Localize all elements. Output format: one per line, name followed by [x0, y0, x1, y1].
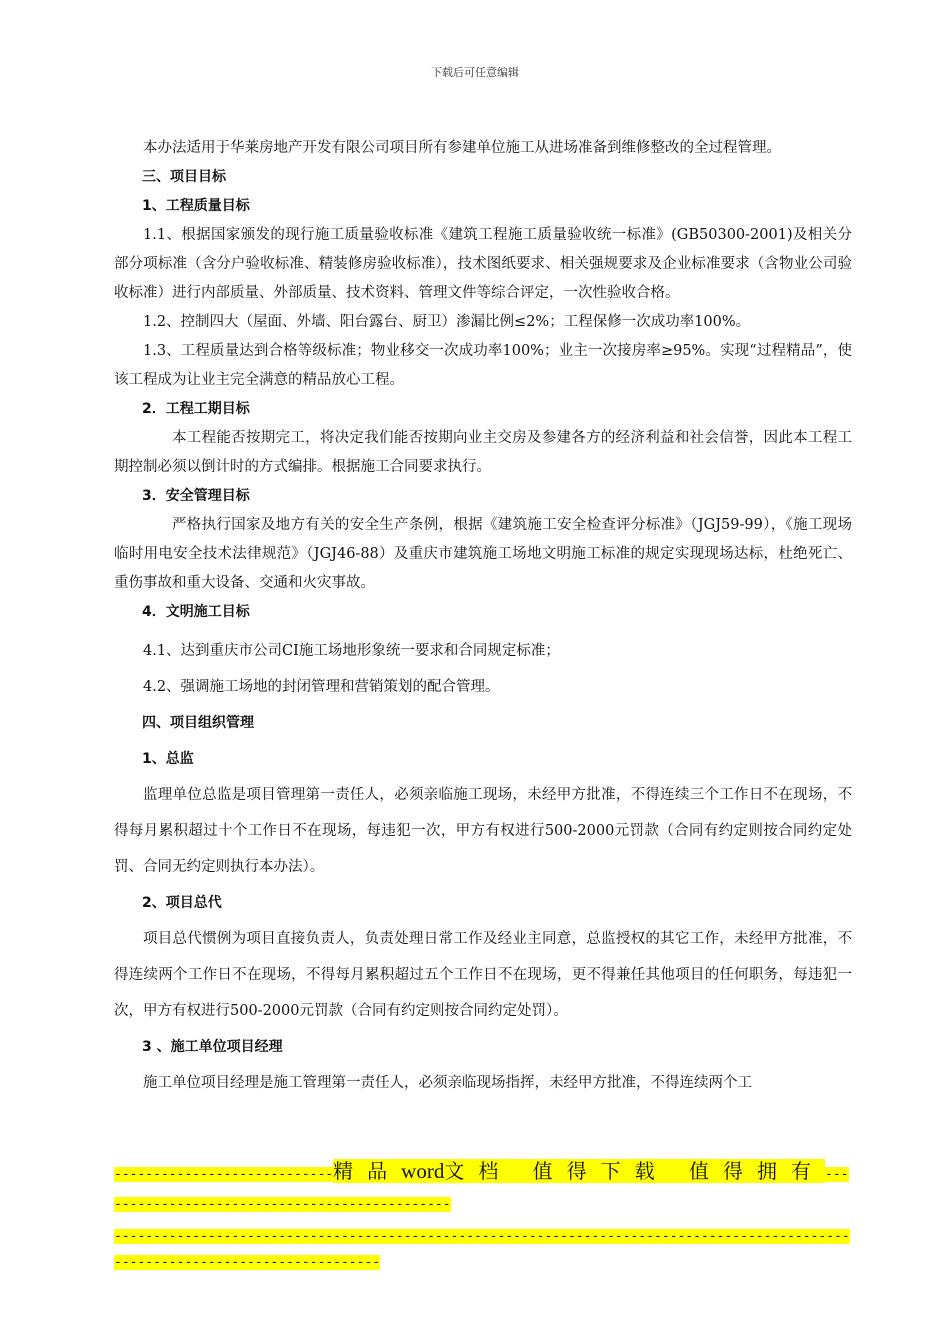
section-heading-organization: 四、项目组织管理: [142, 715, 254, 731]
quality-item-1-2: 1.2、控制四大（屋面、外墙、阳台露台、厨卫）渗漏比例≤2%；工程保修一次成功率100%。: [143, 314, 751, 330]
promo-footer: [114, 1158, 852, 1274]
safety-paragraph: 严格执行国家及地方有关的安全生产条例，根据《建筑施工安全检查评分标准》（JGJ59-99），《施工现场临时用电安全技术法律规范》（JGJ46-88）及重庆市建筑施工场地文明施工标准的规定实现现场达标，杜绝死亡、重伤事故和重大设备、交通和火灾事故。: [114, 517, 852, 591]
project-representative-paragraph: 项目总代惯例为项目直接负责人，负责处理日常工作及经业主同意，总监授权的其它工作，未经甲方批准，不得连续两个工作日不在现场，不得每月累积超过五个工作日不在现场，更不得兼任其他项目的任何职务，每违犯一次，甲方有权进行500-2000元罚款（合同有约定则按合同约定处罚）。: [114, 931, 852, 1019]
subheading-project-representative: 2、项目总代: [142, 895, 222, 911]
subheading-chief-supervisor: 1、总监: [142, 751, 194, 767]
promo-dashes-a: ----------------------------: [114, 1167, 334, 1182]
quality-item-1-1: 1.1、根据国家颁发的现行施工质量验收标准《建筑工程施工质量验收统一标准》(GB50300-2001)及相关分部分项标准（含分户验收标准、精装修房验收标准），技术图纸要求、相关强规要求及企业标准要求（含物业公司验收标准）进行内部质量、外部质量、技术资料、管理文件等综合评定，一次性验收合格。: [114, 227, 852, 301]
subheading-civilized-construction-goal: 4．文明施工目标: [142, 604, 250, 620]
schedule-paragraph: 本工程能否按期完工，将决定我们能否按期向业主交房及参建各方的经济利益和社会信誉，因此本工程工期控制必须以倒计时的方式编排。根据施工合同要求执行。: [114, 430, 852, 475]
promo-word: word: [401, 1159, 445, 1183]
subheading-schedule-goal: 2．工程工期目标: [142, 401, 250, 417]
promo-line-1: [114, 1158, 852, 1218]
intro-paragraph: 本办法适用于华莱房地产开发有限公司项目所有参建单位施工从进场准备到维修整改的全过程管理。: [143, 140, 781, 156]
quality-item-1-3: 1.3、工程质量达到合格等级标准；物业移交一次成功率100%；业主一次接房率≥95%。实现“过程精品”，使该工程成为让业主完全满意的精品放心工程。: [114, 343, 852, 388]
document-body: [114, 134, 852, 1101]
promo-text-a: 精品: [333, 1159, 402, 1183]
page-header-note: 下载后可任意编辑: [431, 66, 519, 79]
promo-dashes-b: ----------------------------------------------: [114, 1167, 849, 1212]
subheading-quality-goal: 1、工程质量目标: [142, 198, 250, 214]
promo-text-b: 文档 值得下载 值得拥有: [444, 1159, 826, 1183]
section-heading-project-goals: 三、项目目标: [142, 169, 226, 185]
civilized-item-4-1: 4.1、达到重庆市公司CI施工场地形象统一要求和合同规定标准；: [143, 643, 560, 659]
promo-line-2: [114, 1222, 852, 1274]
chief-supervisor-paragraph: 监理单位总监是项目管理第一责任人，必须亲临施工现场，未经甲方批准，不得连续三个工作日不在现场，不得每月累积超过十个工作日不在现场，每违犯一次，甲方有权进行500-2000元罚款（合同有约定则按合同约定处罚、合同无约定则执行本办法）。: [114, 787, 852, 875]
subheading-safety-goal: 3．安全管理目标: [142, 488, 250, 504]
civilized-item-4-2: 4.2、强调施工场地的封闭管理和营销策划的配合管理。: [143, 679, 500, 695]
construction-manager-paragraph: 施工单位项目经理是施工管理第一责任人，必须亲临现场指挥，未经甲方批准，不得连续两个工: [143, 1075, 752, 1091]
promo-dashes-c: --------------------------------------------------------------------------------------------------------------------------------: [114, 1229, 850, 1270]
subheading-construction-manager: 3 、施工单位项目经理: [142, 1039, 283, 1055]
